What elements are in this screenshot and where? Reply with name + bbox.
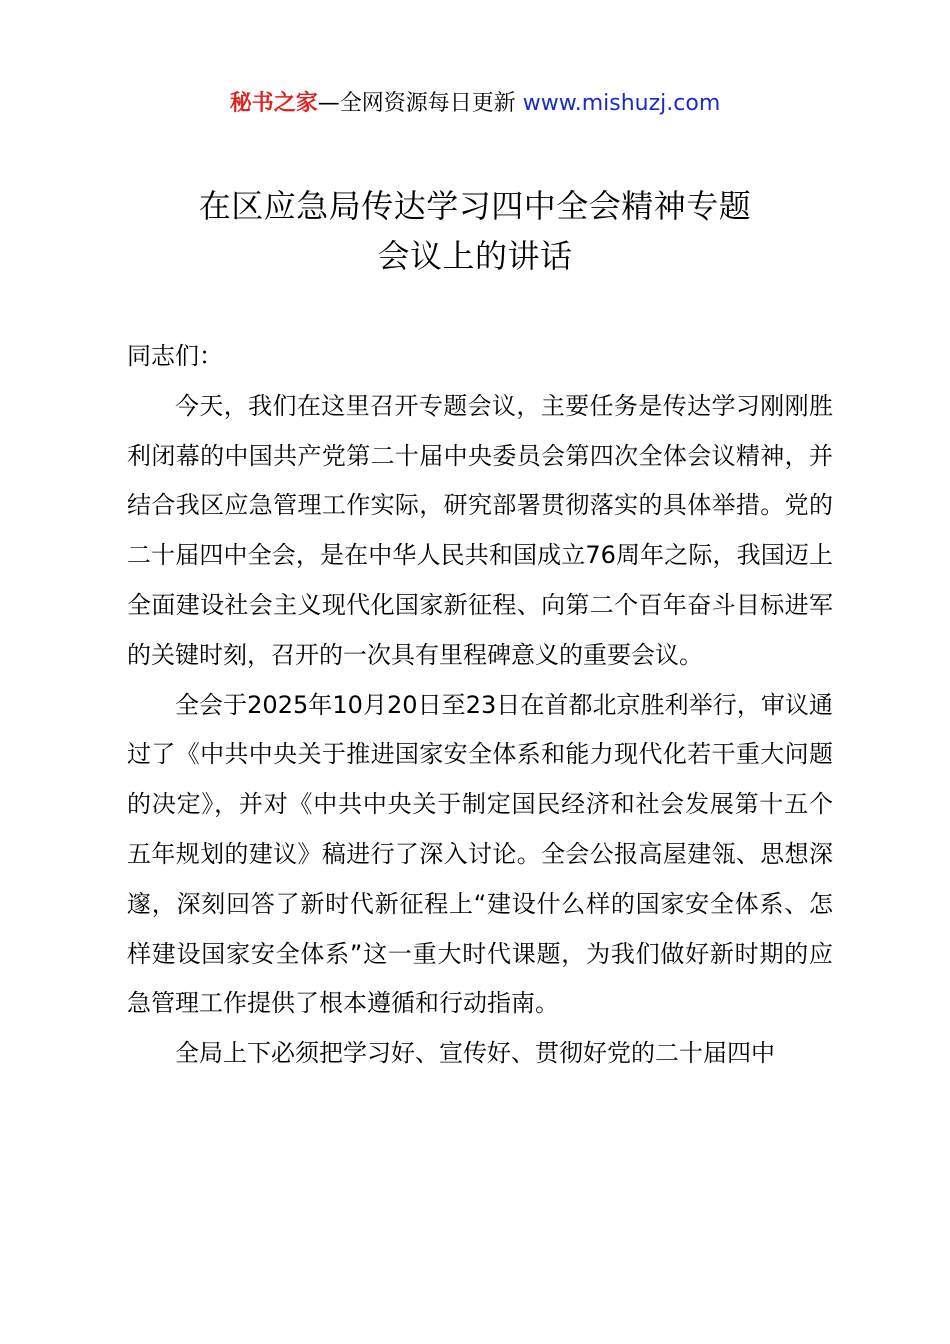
paragraph: 今天，我们在这里召开专题会议，主要任务是传达学习刚刚胜利闭幕的中国共产党第二十届中央委员会第四次全体会议精神，并结合我区应急管理工作实际，研究部署贯彻落实的具体举措。党的二十届四中全会，是在中华人民共和国成立76周年之际，我国迈上全面建设社会主义现代化国家新征程、向第二个百年奋斗目标进军的关键时刻，召开的一次具有里程碑意义的重要会议。: [127, 391, 833, 669]
site-url-link[interactable]: www.mishuzj.com: [522, 91, 721, 116]
document-title: [0, 181, 950, 281]
document-body: [127, 332, 833, 1079]
brand-name: 秘书之家: [229, 91, 318, 116]
site-header: [0, 88, 950, 120]
site-slogan: —全网资源每日更新: [317, 91, 516, 116]
title-line-2: 会议上的讲话: [377, 237, 573, 275]
paragraph: 全会于2025年10月20日至23日在首都北京胜利举行，审议通过了《中共中央关于推进国家安全体系和能力现代化若干重大问题的决定》，并对《中共中央关于制定国民经济和社会发展第十五个五年规划的建议》稿进行了深入讨论。全会公报高屋建瓴、思想深邃，深刻回答了新时代新征程上“建设什么样的国家安全体系、怎样建设国家安全体系”这一重大时代课题，为我们做好新时期的应急管理工作提供了根本遵循和行动指南。: [127, 690, 833, 1018]
greeting: 同志们：: [127, 342, 223, 370]
paragraph: 全局上下必须把学习好、宣传好、贯彻好党的二十届四中: [175, 1039, 775, 1068]
title-line-1: 在区应急局传达学习四中全会精神专题: [198, 187, 752, 225]
